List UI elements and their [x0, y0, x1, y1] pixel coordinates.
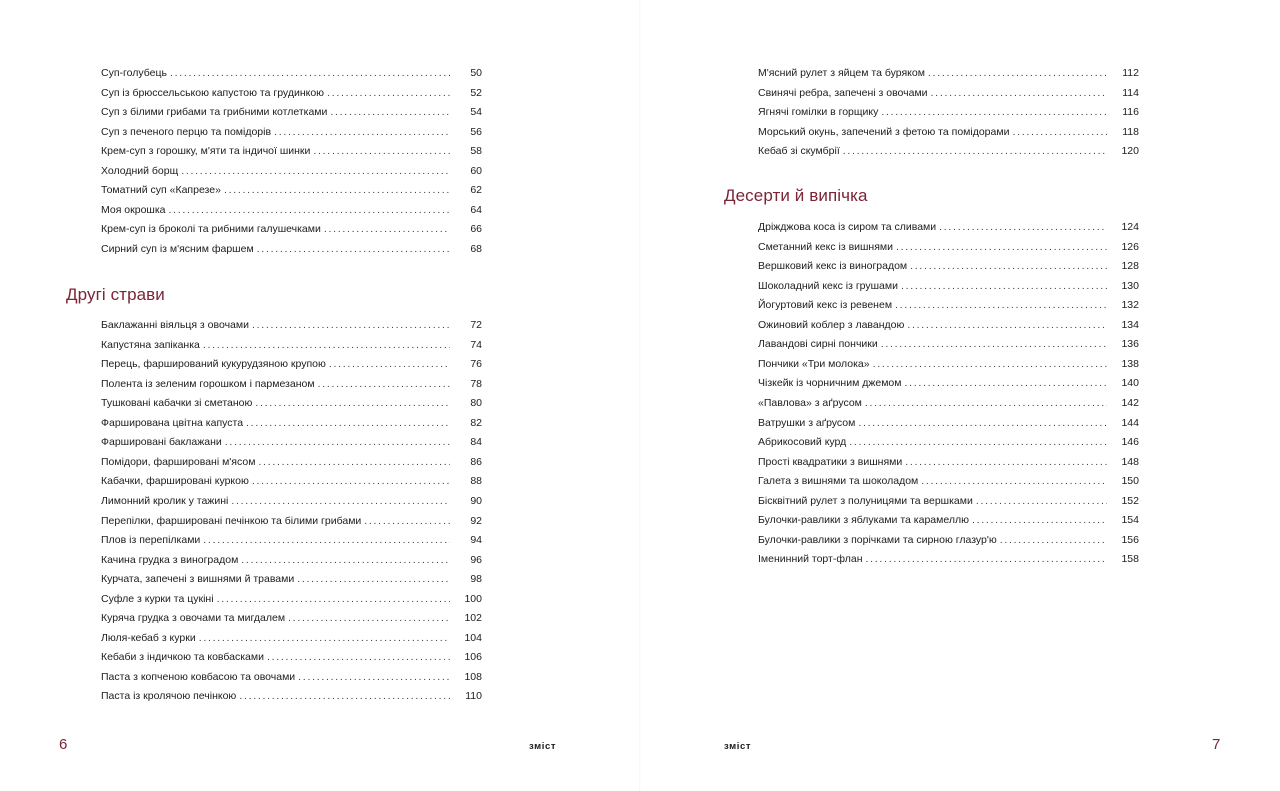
dot-leader: [203, 531, 450, 551]
dot-leader: [313, 142, 450, 162]
toc-entry-title: Томатний суп «Капрезе»: [101, 184, 221, 197]
toc-entry-page: 56: [470, 125, 482, 138]
toc-entry-title: Прості квадратики з вишнями: [758, 455, 903, 468]
toc-entry-page: 58: [470, 145, 482, 158]
dot-leader: [931, 84, 1107, 104]
toc-entry-title: Суп із брюссельською капустою та грудинкою: [101, 86, 325, 99]
toc-entry: [101, 531, 482, 551]
toc-entry: [758, 492, 1139, 512]
toc-entry-title: Ожиновий коблер з лавандою: [758, 318, 905, 331]
dot-leader: [252, 472, 450, 492]
toc-entry-title: Капустяна запіканка: [101, 338, 200, 351]
dot-leader: [318, 375, 450, 395]
toc-entry: [101, 570, 482, 590]
toc-entry: [101, 355, 482, 375]
toc-entry-page: 72: [470, 319, 482, 331]
dot-leader: [972, 511, 1107, 531]
toc-entry: [101, 64, 482, 84]
toc-entry: [101, 162, 482, 182]
toc-entry: [758, 511, 1139, 531]
dot-leader: [239, 687, 450, 707]
toc-entry-page: 84: [470, 436, 482, 449]
toc-entry: [101, 336, 482, 356]
toc-entry-page: 64: [470, 203, 482, 216]
toc-entry: [101, 220, 482, 240]
dot-leader: [327, 84, 450, 104]
dot-leader: [170, 64, 450, 84]
toc-entry-page: 154: [1121, 514, 1139, 527]
dot-leader: [843, 142, 1107, 162]
dot-leader: [329, 355, 450, 375]
toc-entry-title: Паста з копченою ковбасою та овочами: [101, 670, 296, 683]
toc-entry-title: Крем-суп із броколі та рибними галушечками: [101, 223, 321, 236]
dot-leader: [258, 453, 450, 473]
toc-entry-page: 74: [470, 338, 482, 351]
dot-leader: [896, 238, 1107, 258]
toc-entry-title: Помідори, фаршировані м'ясом: [101, 455, 256, 468]
toc-entry-title: Булочки-равлики з порічками та сирною глазур'ю: [758, 533, 997, 546]
toc-entry: [101, 181, 482, 201]
dot-leader: [364, 512, 450, 532]
toc-entry-page: 120: [1121, 145, 1139, 158]
toc-entry-page: 136: [1121, 338, 1139, 351]
toc-entry: [101, 472, 482, 492]
dot-leader: [199, 629, 450, 649]
toc-entry-title: Суп-голубець: [101, 67, 167, 79]
section-heading-mains: Другі страви: [66, 285, 165, 304]
toc-entry-title: Лимонний кролик у тажині: [101, 494, 229, 507]
dot-leader: [231, 492, 450, 512]
toc-entry-page: 132: [1121, 299, 1139, 312]
dot-leader: [1012, 123, 1107, 143]
toc-entry-title: Куряча грудка з овочами та мигдалем: [101, 612, 286, 625]
toc-entry-page: 52: [470, 86, 482, 99]
toc-entry-title: Ягнячі гомілки в горщику: [758, 106, 879, 119]
toc-entry: [758, 355, 1139, 375]
toc-entry-page: 54: [470, 106, 482, 119]
dot-leader: [257, 240, 450, 260]
running-head-left: зміст: [529, 741, 557, 752]
toc-entry-title: Перепілки, фаршировані печінкою та білими грибами: [101, 514, 362, 527]
toc-entry: [101, 668, 482, 688]
toc-entry-page: 140: [1121, 377, 1139, 390]
toc-entry-page: 130: [1121, 279, 1139, 292]
toc-entry-title: Плов із перепілками: [101, 534, 201, 547]
toc-entry: [101, 629, 482, 649]
toc-entry: [758, 218, 1139, 238]
toc-entry-page: 76: [470, 358, 482, 371]
toc-entry-page: 112: [1122, 67, 1139, 79]
toc-entry-title: Пончики «Три молока»: [758, 357, 870, 370]
dot-leader: [181, 162, 450, 182]
toc-entry-page: 152: [1121, 494, 1139, 507]
section-heading-desserts: Десерти й випічка: [724, 186, 868, 205]
toc-entry-page: 80: [470, 397, 482, 410]
toc-entry-title: Морський окунь, запечений з фетою та помідорами: [758, 125, 1010, 138]
dot-leader: [907, 316, 1107, 336]
toc-entry-page: 116: [1122, 106, 1139, 119]
toc-entry-title: Кебаб зі скумбрії: [758, 145, 840, 158]
dot-leader: [225, 433, 450, 453]
dot-leader: [324, 220, 450, 240]
dot-leader: [928, 64, 1107, 84]
toc-entry: [101, 414, 482, 434]
toc-entry-page: 106: [464, 651, 482, 664]
toc-entry: [101, 590, 482, 610]
toc-entry: [101, 687, 482, 707]
toc-entry-title: Паста із кролячою печінкою: [101, 690, 237, 703]
toc-entry-page: 138: [1121, 357, 1139, 370]
toc-entry: [101, 316, 482, 336]
toc-entry-page: 62: [470, 184, 482, 197]
dot-leader: [246, 414, 450, 434]
dot-leader: [910, 257, 1107, 277]
page-number-left: 6: [59, 736, 68, 753]
dot-leader: [895, 296, 1107, 316]
toc-entry: [758, 84, 1139, 104]
toc-entry-page: 68: [470, 242, 482, 255]
toc-entry-page: 146: [1121, 436, 1139, 449]
toc-entry-page: 102: [464, 612, 482, 625]
dot-leader: [901, 277, 1107, 297]
toc-entry-page: 50: [470, 67, 482, 79]
toc-entry-title: Перець, фарширований кукурудзяною крупою: [101, 358, 326, 371]
toc-entry: [758, 64, 1139, 84]
toc-entry-page: 144: [1121, 416, 1139, 429]
toc-entry-title: Галета з вишнями та шоколадом: [758, 475, 919, 488]
toc-entry: [101, 240, 482, 260]
dot-leader: [267, 648, 450, 668]
toc-entry-title: Полента із зеленим горошком і пармезаном: [101, 377, 315, 390]
toc-entry-page: 156: [1121, 533, 1139, 546]
toc-entry-title: Фарширована цвітна капуста: [101, 416, 244, 429]
toc-entry: [101, 375, 482, 395]
toc-entry-page: 118: [1122, 125, 1139, 138]
toc-entry: [758, 394, 1139, 414]
toc-entry-page: 96: [470, 553, 482, 566]
toc-entry: [101, 512, 482, 532]
toc-entry: [758, 238, 1139, 258]
toc-entry: [758, 414, 1139, 434]
toc-entry: [101, 453, 482, 473]
toc-entry-title: Суп з білими грибами та грибними котлетками: [101, 106, 328, 119]
toc-entry-page: 90: [470, 494, 482, 507]
toc-entry-page: 158: [1121, 553, 1139, 566]
toc-entry-page: 110: [465, 690, 482, 703]
toc-entry: [101, 492, 482, 512]
dot-leader: [905, 453, 1107, 473]
toc-entry: [101, 648, 482, 668]
toc-entry-title: «Павлова» з аґрусом: [758, 396, 862, 409]
dot-leader: [203, 336, 450, 356]
toc-entry-title: Бісквітний рулет з полуницями та вершками: [758, 494, 973, 507]
toc-entry-title: Сирний суп із м'ясним фаршем: [101, 242, 254, 255]
toc-entry: [758, 296, 1139, 316]
toc-entry-page: 82: [470, 416, 482, 429]
dot-leader: [1000, 531, 1107, 551]
toc-entry-page: 126: [1121, 240, 1139, 253]
dot-leader: [252, 316, 450, 336]
toc-entry: [758, 374, 1139, 394]
toc-entry-title: Шоколадний кекс із грушами: [758, 279, 898, 292]
dot-leader: [288, 609, 450, 629]
toc-entry-page: 94: [470, 534, 482, 547]
toc-entry: [101, 433, 482, 453]
toc-entry-page: 134: [1121, 318, 1139, 331]
toc-entry-title: Суп з печеного перцю та помідорів: [101, 125, 272, 138]
toc-entry-title: Ватрушки з аґрусом: [758, 416, 856, 429]
toc-entry: [758, 335, 1139, 355]
toc-entry-title: Йогуртовий кекс із ревенем: [758, 299, 893, 312]
toc-entry-page: 128: [1121, 260, 1139, 273]
toc-entry: [758, 453, 1139, 473]
toc-entry-page: 88: [470, 475, 482, 488]
toc-entry: [101, 551, 482, 571]
toc-entry-title: Дріжджова коса із сиром та сливами: [758, 221, 937, 233]
toc-entry-title: Булочки-равлики з яблуками та карамеллю: [758, 514, 969, 527]
toc-entry-page: 66: [470, 223, 482, 236]
dot-leader: [217, 590, 450, 610]
toc-entry-page: 114: [1122, 86, 1139, 99]
toc-entry-page: 98: [470, 573, 482, 586]
toc-entry-title: Сметанний кекс із вишнями: [758, 240, 893, 253]
dot-leader: [274, 123, 450, 143]
toc-entry-title: Фаршировані баклажани: [101, 436, 222, 449]
toc-entry-page: 100: [464, 592, 482, 605]
toc-entry-title: Абрикосовий курд: [758, 436, 847, 449]
toc-entry-title: Курчата, запечені з вишнями й травами: [101, 573, 295, 586]
toc-entry-title: Люля-кебаб з курки: [101, 631, 196, 644]
toc-entry-page: 148: [1121, 455, 1139, 468]
toc-entry-page: 124: [1121, 221, 1139, 233]
toc-entry-title: Свинячі ребра, запечені з овочами: [758, 86, 928, 99]
toc-entry-title: Лавандові сирні пончики: [758, 338, 878, 351]
dot-leader: [921, 472, 1107, 492]
dot-leader: [873, 355, 1107, 375]
toc-entry-title: Суфле з курки та цукіні: [101, 592, 214, 605]
dot-leader: [169, 201, 450, 221]
toc-entry: [101, 394, 482, 414]
dot-leader: [881, 103, 1107, 123]
dot-leader: [881, 335, 1107, 355]
dot-leader: [297, 570, 450, 590]
toc-entry-page: 78: [470, 377, 482, 390]
dot-leader: [298, 668, 450, 688]
toc-entry: [101, 142, 482, 162]
toc-entry: [758, 316, 1139, 336]
dot-leader: [905, 374, 1108, 394]
dot-leader: [849, 433, 1107, 453]
toc-entry-title: Іменинний торт-флан: [758, 553, 863, 566]
toc-entry-title: Вершковий кекс із виноградом: [758, 260, 908, 273]
dot-leader: [224, 181, 450, 201]
toc-entry: [758, 472, 1139, 492]
page-number-right: 7: [1212, 736, 1221, 753]
toc-entry-title: Кабачки, фаршировані куркою: [101, 475, 249, 488]
toc-entry: [758, 531, 1139, 551]
dot-leader: [858, 414, 1107, 434]
toc-entry: [101, 84, 482, 104]
toc-entry: [758, 123, 1139, 143]
toc-entry-title: Чізкейк із чорничним джемом: [758, 377, 902, 390]
running-head-right: зміст: [724, 741, 752, 752]
dot-leader: [241, 551, 450, 571]
toc-entry: [101, 123, 482, 143]
toc-entry-title: Крем-суп з горошку, м'яти та індичої шинки: [101, 145, 311, 158]
toc-entry-page: 104: [464, 631, 482, 644]
toc-entry-page: 142: [1121, 396, 1139, 409]
toc-entry-page: 92: [470, 514, 482, 527]
dot-leader: [330, 103, 450, 123]
toc-entry-title: Холодний борщ: [101, 164, 179, 177]
toc-entry-title: М'ясний рулет з яйцем та буряком: [758, 67, 925, 79]
toc-entry: [758, 103, 1139, 123]
toc-entry: [758, 433, 1139, 453]
toc-entry-page: 108: [464, 670, 482, 683]
toc-entry-title: Баклажанні віяльця з овочами: [101, 319, 249, 331]
toc-entry: [758, 277, 1139, 297]
dot-leader: [865, 394, 1107, 414]
toc-entry-title: Моя окрошка: [101, 203, 166, 216]
dot-leader: [939, 218, 1107, 238]
toc-entry: [758, 257, 1139, 277]
toc-entry-page: 60: [470, 164, 482, 177]
toc-entry-page: 150: [1121, 475, 1139, 488]
dot-leader: [976, 492, 1107, 512]
dot-leader: [255, 394, 450, 414]
toc-entry: [101, 201, 482, 221]
toc-entry: [758, 550, 1139, 570]
right-page: [640, 0, 1280, 791]
toc-entry-title: Тушковані кабачки зі сметаною: [101, 397, 253, 410]
dot-leader: [866, 550, 1107, 570]
toc-entry-title: Кебаби з індичкою та ковбасками: [101, 651, 264, 664]
toc-entry-page: 86: [470, 455, 482, 468]
toc-entry-title: Качина грудка з виноградом: [101, 553, 239, 566]
toc-entry: [101, 609, 482, 629]
toc-entry: [758, 142, 1139, 162]
toc-entry: [101, 103, 482, 123]
